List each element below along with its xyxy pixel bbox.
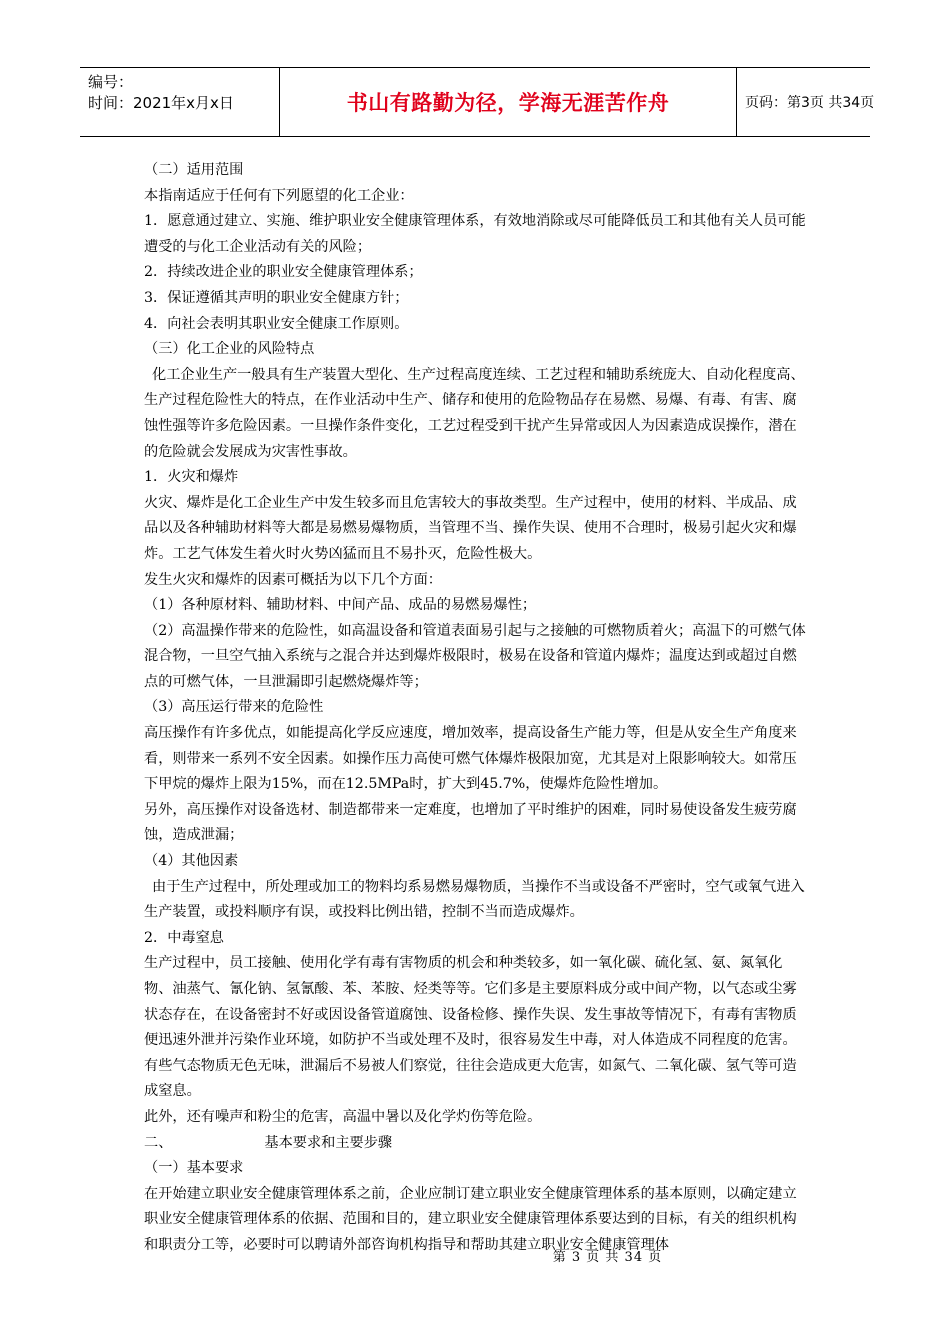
paragraph: 由于生产过程中，所处理或加工的物料均系易燃易爆物质，当操作不当或设备不严密时，空气或氧气进入生产装置，或投料顺序有误，或投料比例出错，控制不当而造成爆炸。 [144, 878, 805, 921]
document-number-label: 编号： [88, 73, 134, 91]
list-item: （3）高压运行带来的危险性 [144, 699, 324, 716]
paragraph: 另外，高压操作对设备选材、制造都带来一定难度，也增加了平时维护的困难，同时易使设备发生疲劳腐蚀，造成泄漏； [144, 801, 797, 844]
motto-text: 书山有路勤为径，学海无涯苦作舟 [346, 91, 670, 115]
list-item: 3．保证遵循其声明的职业安全健康方针； [144, 289, 409, 306]
paragraph: 化工企业生产一般具有生产装置大型化、生产过程高度连续、工艺过程和辅助系统庞大、自动化程度高、生产过程危险性大的特点，在作业活动中生产、储存和使用的危险物品存在易燃、易爆、有毒、有害、腐蚀性强等许多危险因素。一旦操作条件变化，工艺过程受到干扰产生异常或因人为因素造成误操作，潜在的危险就会发展成为灾害性事故。 [144, 366, 805, 460]
list-item: 1．愿意通过建立、实施、维护职业安全健康管理体系，有效地消除或尽可能降低员工和其他有关人员可能遭受的与化工企业活动有关的风险； [144, 213, 806, 255]
footer-page-number: 第 3 页 共 34 页 [552, 1250, 663, 1265]
paragraph: 此外，还有噪声和粉尘的危害，高温中暑以及化学灼伤等危险。 [144, 1108, 542, 1125]
section-heading: （一）基本要求 [144, 1160, 244, 1177]
paragraph: 火灾、爆炸是化工企业生产中发生较多而且危害较大的事故类型。生产过程中，使用的材料、半成品、成品以及各种辅助材料等大都是易燃易爆物质，当管理不当、操作失误、使用不合理时，极易引起火灾和爆炸。工艺气体发生着火时火势凶猛而且不易扑灭，危险性极大。 [144, 494, 797, 562]
paragraph: 高压操作有许多优点，如能提高化学反应速度，增加效率，提高设备生产能力等，但是从安全生产角度来看，则带来一系列不安全因素。如操作压力高使可燃气体爆炸极限加宽，尤其是对上限影响较大。如常压下甲烷的爆炸上限为15%，而在12.5MPa时，扩大到45.7%，使爆炸危险性增加。 [144, 725, 797, 793]
header-page-info [737, 68, 875, 136]
chapter-title: 基本要求和主要步骤 [264, 1134, 393, 1151]
header-meta [80, 68, 280, 136]
paragraph: 本指南适应于任何有下列愿望的化工企业： [144, 187, 414, 204]
document-body [144, 158, 808, 1259]
subsection-heading: 1．火灾和爆炸 [144, 469, 239, 486]
paragraph: 发生火灾和爆炸的因素可概括为以下几个方面： [144, 571, 442, 588]
section-heading: （三）化工企业的风险特点 [144, 341, 315, 358]
document-time: 时间：2021年x月x日 [88, 94, 234, 112]
header-motto-cell [280, 68, 737, 136]
page-info-text: 页码：第3页 共34页 [745, 95, 875, 111]
chapter-number: 二、 [144, 1134, 173, 1151]
subsection-heading: 2．中毒窒息 [144, 929, 224, 946]
page-footer [0, 1246, 950, 1265]
list-item: （1）各种原材料、辅助材料、中间产品、成品的易燃易爆性； [144, 597, 537, 614]
chapter-heading [144, 1131, 808, 1157]
paragraph: 在开始建立职业安全健康管理体系之前，企业应制订建立职业安全健康管理体系的基本原则，以确定建立职业安全健康管理体系的依据、范围和目的，建立职业安全健康管理体系要达到的目标，有关的组织机构和职责分工等，必要时可以聘请外部咨询机构指导和帮助其建立职业安全健康管理体 [144, 1185, 797, 1253]
section-heading: （二）适用范围 [144, 162, 244, 178]
list-item: 2．持续改进企业的职业安全健康管理体系； [144, 264, 423, 281]
list-item: （4）其他因素 [144, 853, 239, 870]
page-header [80, 67, 875, 137]
list-item: 4．向社会表明其职业安全健康工作原则。 [144, 315, 409, 332]
list-item: （2）高温操作带来的危险性，如高温设备和管道表面易引起与之接触的可燃物质着火；高温下的可燃气体混合物，一旦空气抽入系统与之混合并达到爆炸极限时，极易在设备和管道内爆炸；温度达到或超过自燃点的可燃气体，一旦泄漏即引起燃烧爆炸等； [144, 622, 806, 690]
paragraph: 生产过程中，员工接触、使用化学有毒有害物质的机会和种类较多，如一氧化碳、硫化氢、氨、氮氧化物、油蒸气、氰化钠、氢氰酸、苯、苯胺、烃类等等。它们多是主要原料成分或中间产物，以气态或尘雾状态存在，在设备密封不好或因设备管道腐蚀、设备检修、操作失误、发生事故等情况下，有毒有害物质便迅速外泄并污染作业环境，如防护不当或处理不及时，很容易发生中毒，对人体造成不同程度的危害。有些气态物质无色无味，泄漏后不易被人们察觉，往往会造成更大危害，如氮气、二氧化碳、氢气等可造成窒息。 [144, 955, 797, 1100]
